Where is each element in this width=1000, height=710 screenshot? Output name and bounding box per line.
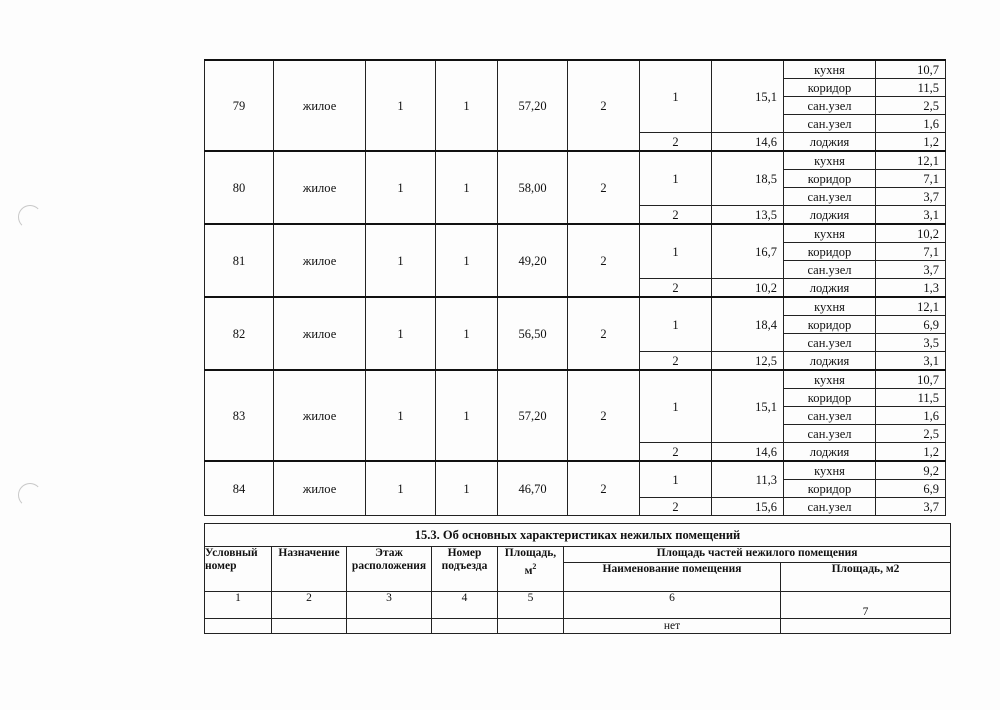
- other-room-name: кухня: [784, 370, 876, 389]
- apartment-purpose: жилое: [274, 224, 366, 297]
- header-floor: Этаж расположения: [347, 547, 432, 592]
- punch-hole-mark: [18, 205, 42, 229]
- other-room-name: коридор: [784, 480, 876, 498]
- living-room-number: 1: [640, 224, 712, 279]
- apartment-rooms: 1: [366, 60, 436, 151]
- table-row: [205, 461, 946, 480]
- living-room-number: 2: [640, 498, 712, 516]
- apartment-rooms: 1: [366, 297, 436, 370]
- column-number: 3: [347, 592, 432, 619]
- other-room-area: 7,1: [876, 170, 946, 188]
- living-room-area: 18,5: [712, 151, 784, 206]
- apartment-purpose: жилое: [274, 370, 366, 461]
- other-room-area: 11,5: [876, 79, 946, 97]
- table-row: [205, 370, 946, 389]
- living-room-area: 14,6: [712, 133, 784, 152]
- punch-hole-mark: [18, 483, 42, 507]
- apartment-number: 83: [205, 370, 274, 461]
- other-room-name: сан.узел: [784, 188, 876, 206]
- apartment-rooms: 1: [366, 224, 436, 297]
- other-room-area: 1,2: [876, 133, 946, 152]
- header-conditional-number: Условный номер: [205, 547, 272, 592]
- other-room-area: 11,5: [876, 389, 946, 407]
- other-room-name: сан.узел: [784, 407, 876, 425]
- apartment-purpose: жилое: [274, 151, 366, 224]
- apartment-floor: 1: [436, 461, 498, 516]
- apartment-area: 49,20: [498, 224, 568, 297]
- living-room-area: 15,1: [712, 370, 784, 443]
- other-room-area: 12,1: [876, 297, 946, 316]
- other-room-name: лоджия: [784, 133, 876, 152]
- empty-cell: [498, 619, 564, 634]
- apartment-rooms: 1: [366, 370, 436, 461]
- living-room-area: 10,2: [712, 279, 784, 298]
- apartment-purpose: жилое: [274, 297, 366, 370]
- column-number: 5: [498, 592, 564, 619]
- other-room-area: 6,9: [876, 480, 946, 498]
- apartment-area: 56,50: [498, 297, 568, 370]
- column-number: 1: [205, 592, 272, 619]
- apartment-rooms: 1: [366, 151, 436, 224]
- other-room-area: 3,1: [876, 352, 946, 371]
- other-room-name: коридор: [784, 389, 876, 407]
- column-number: 6: [564, 592, 781, 619]
- other-room-name: лоджия: [784, 279, 876, 298]
- living-room-area: 15,1: [712, 60, 784, 133]
- living-room-number: 1: [640, 151, 712, 206]
- other-room-name: лоджия: [784, 206, 876, 225]
- apartment-rooms: 1: [366, 461, 436, 516]
- table-row: [205, 60, 946, 79]
- other-room-name: кухня: [784, 461, 876, 480]
- empty-cell: [272, 619, 347, 634]
- apartments-table: [204, 59, 946, 516]
- column-number: 7: [781, 592, 951, 619]
- header-purpose: Назначение: [272, 547, 347, 592]
- other-room-name: сан.узел: [784, 261, 876, 279]
- table-row: [205, 297, 946, 316]
- apartment-number: 81: [205, 224, 274, 297]
- living-room-area: 15,6: [712, 498, 784, 516]
- other-room-area: 9,2: [876, 461, 946, 480]
- living-room-number: 2: [640, 352, 712, 371]
- apartment-floor: 1: [436, 224, 498, 297]
- apartment-parts: 2: [568, 461, 640, 516]
- living-room-area: 13,5: [712, 206, 784, 225]
- nonresidential-title: 15.3. Об основных характеристиках нежилых помещений: [205, 524, 951, 547]
- apartment-parts: 2: [568, 151, 640, 224]
- other-room-area: 1,6: [876, 115, 946, 133]
- living-room-number: 1: [640, 370, 712, 443]
- nonresidential-table: [204, 523, 951, 634]
- other-room-name: сан.узел: [784, 334, 876, 352]
- header-part-area: Площадь, м2: [781, 563, 951, 592]
- apartment-purpose: жилое: [274, 461, 366, 516]
- living-room-number: 2: [640, 443, 712, 462]
- other-room-area: 1,2: [876, 443, 946, 462]
- other-room-name: сан.узел: [784, 425, 876, 443]
- apartment-floor: 1: [436, 370, 498, 461]
- header-parts-area: Площадь частей нежилого помещения: [564, 547, 951, 563]
- living-room-number: 1: [640, 461, 712, 498]
- header-part-name: Наименование помещения: [564, 563, 781, 592]
- living-room-area: 14,6: [712, 443, 784, 462]
- living-room-number: 2: [640, 133, 712, 152]
- header-area: [498, 547, 564, 592]
- header-area-text: Площадь, м: [504, 547, 557, 577]
- other-room-area: 3,7: [876, 188, 946, 206]
- other-room-name: коридор: [784, 243, 876, 261]
- apartment-purpose: жилое: [274, 60, 366, 151]
- apartment-floor: 1: [436, 60, 498, 151]
- header-area-superscript: 2: [532, 562, 537, 571]
- empty-cell: [347, 619, 432, 634]
- other-room-area: 2,5: [876, 425, 946, 443]
- other-room-name: коридор: [784, 316, 876, 334]
- other-room-name: сан.узел: [784, 498, 876, 516]
- apartment-number: 84: [205, 461, 274, 516]
- living-room-area: 12,5: [712, 352, 784, 371]
- apartment-area: 57,20: [498, 370, 568, 461]
- other-room-area: 2,5: [876, 97, 946, 115]
- other-room-area: 12,1: [876, 151, 946, 170]
- column-number: 2: [272, 592, 347, 619]
- apartment-number: 79: [205, 60, 274, 151]
- column-number: 4: [432, 592, 498, 619]
- apartment-floor: 1: [436, 297, 498, 370]
- empty-cell: [205, 619, 272, 634]
- apartment-number: 80: [205, 151, 274, 224]
- living-room-area: 18,4: [712, 297, 784, 352]
- other-room-name: лоджия: [784, 443, 876, 462]
- apartment-floor: 1: [436, 151, 498, 224]
- living-room-number: 2: [640, 279, 712, 298]
- living-room-number: 2: [640, 206, 712, 225]
- other-room-name: кухня: [784, 297, 876, 316]
- other-room-area: 3,1: [876, 206, 946, 225]
- other-room-area: 10,7: [876, 60, 946, 79]
- other-room-area: 3,7: [876, 261, 946, 279]
- apartment-area: 57,20: [498, 60, 568, 151]
- living-room-area: 11,3: [712, 461, 784, 498]
- other-room-area: 10,2: [876, 224, 946, 243]
- other-room-name: кухня: [784, 60, 876, 79]
- apartment-area: 46,70: [498, 461, 568, 516]
- empty-cell: [432, 619, 498, 634]
- other-room-name: коридор: [784, 170, 876, 188]
- living-room-number: 1: [640, 60, 712, 133]
- apartment-parts: 2: [568, 224, 640, 297]
- living-room-number: 1: [640, 297, 712, 352]
- apartment-number: 82: [205, 297, 274, 370]
- other-room-area: 3,7: [876, 498, 946, 516]
- other-room-name: лоджия: [784, 352, 876, 371]
- other-room-name: сан.узел: [784, 97, 876, 115]
- other-room-name: сан.узел: [784, 115, 876, 133]
- table-row: [205, 224, 946, 243]
- other-room-name: коридор: [784, 79, 876, 97]
- other-room-area: 6,9: [876, 316, 946, 334]
- other-room-area: 1,3: [876, 279, 946, 298]
- apartment-parts: 2: [568, 297, 640, 370]
- empty-cell: [781, 619, 951, 634]
- other-room-area: 7,1: [876, 243, 946, 261]
- no-data-value: нет: [564, 619, 781, 634]
- other-room-name: кухня: [784, 151, 876, 170]
- other-room-area: 1,6: [876, 407, 946, 425]
- other-room-area: 10,7: [876, 370, 946, 389]
- other-room-area: 3,5: [876, 334, 946, 352]
- other-room-name: кухня: [784, 224, 876, 243]
- living-room-area: 16,7: [712, 224, 784, 279]
- table-row: [205, 151, 946, 170]
- apartment-parts: 2: [568, 60, 640, 151]
- apartment-area: 58,00: [498, 151, 568, 224]
- apartment-parts: 2: [568, 370, 640, 461]
- header-entrance: Номер подъезда: [432, 547, 498, 592]
